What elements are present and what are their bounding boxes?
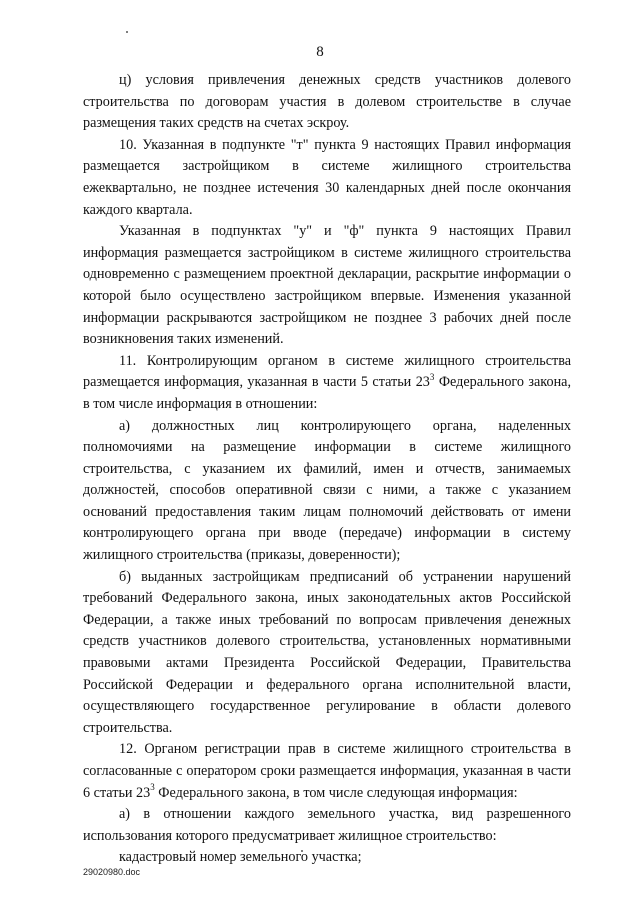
document-body [83, 70, 571, 869]
paragraph-11 [83, 351, 571, 416]
scan-speck [126, 31, 128, 33]
paragraph-12-item-a-line: кадастровый номер земельного участка; [119, 849, 362, 866]
paragraph-11-text-end: Федерального закона, в том числе информация в отношении: [83, 374, 572, 412]
paragraph-12-item-a: а) в отношении каждого земельного участка, вид разрешенного использования которого предусматривает жилищное строительство: [83, 806, 571, 844]
paragraph-12-text-end: Федерального закона, в том числе следующая информация: [154, 784, 518, 801]
paragraph-10-continued: Указанная в подпунктах "у" и "ф" пункта 9 настоящих Правил информация размещается застройщиком в системе жилищного строительства одновременно с размещением проектной декларации, раскрытие информации о которой было осуществлено застройщиком впервые. Изменения указанной информации раскрываются застройщиком не позднее 3 рабочих дней после возникновения таких изменений. [83, 223, 571, 348]
paragraph-11-item-a: а) должностных лиц контролирующего органа, наделенных полномочиями на размещение информации в системе жилищного строительства, с указанием их фамилий, имен и отчеств, занимаемых должностей, способов оперативной связи с ними, а также с указанием оснований предоставления таким лицам полномочий действовать от имени контролирующего органа при вводе (передаче) информации в систему жилищного строительства (приказы, доверенности); [83, 417, 571, 564]
paragraph-item-ts: ц) условия привлечения денежных средств участников долевого строительства по договорам участия в долевом строительстве в случае размещения таких средств на счетах эскроу. [83, 72, 571, 132]
page-number: 8 [316, 44, 324, 60]
paragraph-11-item-b: б) выданных застройщикам предписаний об устранении нарушений требований Федерального закона, иных законодательных актов Российской Федерации, а также иных требований по вопросам привлечения денежных средств участников долевого строительства, установленных нормативными правовыми актами Президента Российской Федерации, Правительства Российской Федерации и федерального органа исполнительной власти, осуществляющего государственное регулирование в области долевого строительства. [83, 568, 571, 736]
paragraph-10: 10. Указанная в подпункте "т" пункта 9 настоящих Правил информация размещается застройщиком в системе жилищного строительства ежеквартально, не позднее истечения 30 календарных дней после окончания каждого квартала. [83, 136, 571, 218]
paragraph-11-text: 11. Контролирующим органом в системе жилищного строительства размещается информация, указанная в части 5 статьи 23 [83, 352, 571, 391]
article-superscript: 3 [150, 781, 155, 792]
footer-file-name: 29020980.doc [83, 867, 141, 877]
paragraph-12-text: 12. Органом регистрации прав в системе жилищного строительства в согласованные с оператором сроки размещается информация, указанная в части 6 статьи 23 [83, 741, 571, 801]
paragraph-12 [83, 739, 571, 804]
article-superscript: 3 [429, 371, 435, 382]
